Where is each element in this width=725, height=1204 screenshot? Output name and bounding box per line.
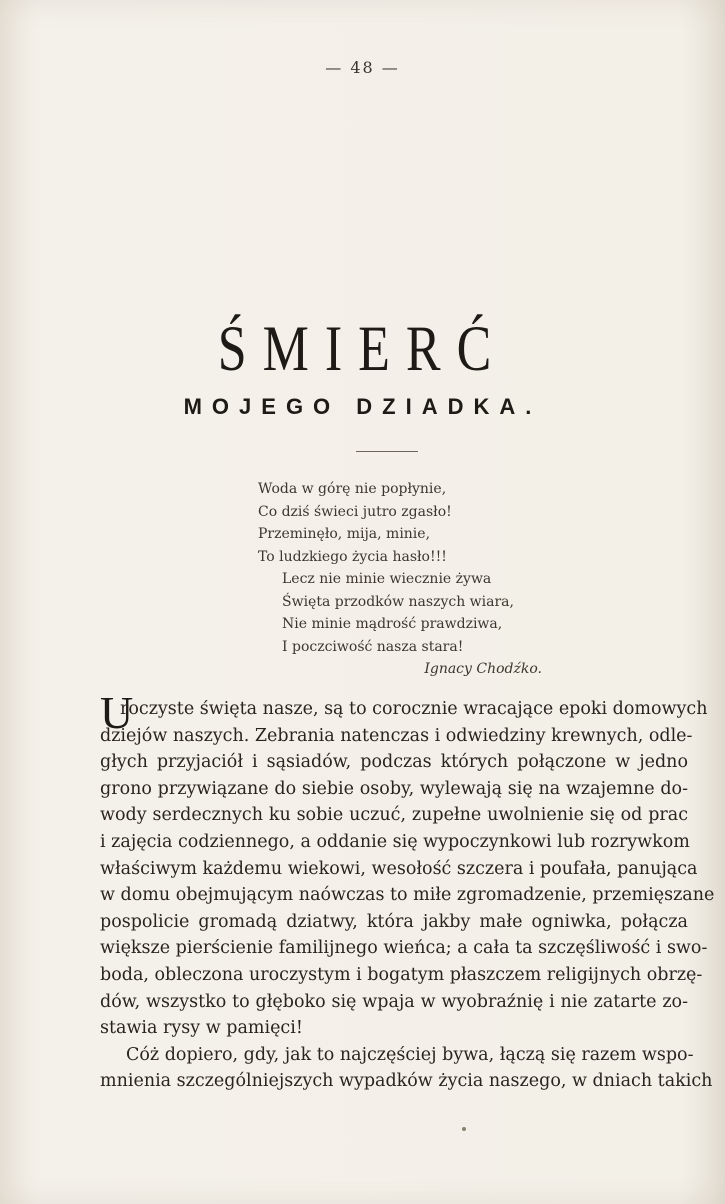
chapter-title: ŚMIERĆ (217, 313, 508, 386)
epigraph-line: Co dziś świeci jutro zgasło! (258, 503, 452, 520)
epigraph-line: Przeminęło, mija, minie, (258, 526, 431, 542)
text-line: i zajęcia codziennego, a oddanie się wypoczynkowi lub rozrywkom (100, 831, 690, 852)
text-line: dów, wszystko to głęboko się wpaja w wyobraźnię i nie zatarte zo- (100, 991, 688, 1012)
text-line: Cóż dopiero, gdy, jak to najczęściej bywa, łączą się razem wspo- (126, 1044, 694, 1065)
text-line: roczyste święta nasze, są to corocznie wracające epoki domowych (120, 699, 708, 719)
title-divider (356, 451, 418, 452)
text-line: głych przyjaciół i sąsiadów, podczas których połączone w jedno (100, 752, 688, 773)
epigraph-line: Nie minie mądrość prawdziwa, (282, 616, 503, 632)
page-number: — 48 — (325, 58, 400, 77)
text-line: właściwym każdemu wiekowi, wesołość szczera i poufała, panująca (100, 858, 698, 879)
text-line: mnienia szczególniejszych wypadków życia naszego, w dniach takich (100, 1071, 713, 1092)
epigraph-line: Lecz nie minie wiecznie żywa (282, 571, 492, 587)
epigraph-attribution: Ignacy Chodźko. (424, 661, 542, 677)
epigraph-line: To ludzkiego życia hasło!!! (258, 548, 447, 565)
text-line: większe pierścienie familijnego wieńca; a cała ta szczęśliwość i swo- (100, 938, 708, 959)
text-line: pospolicie gromadą dziatwy, która jakby małe ogniwka, połącza (100, 911, 688, 932)
text-line: w domu obejmującym naówczas to miłe zgromadzenie, przemięszane (100, 885, 715, 906)
text-line: wody serdecznych ku sobie uczuć, zupełne uwolnienie się od prac (100, 805, 688, 826)
text-line: grono przywiązane do siebie osoby, wylewają się na wzajemne do- (100, 778, 688, 799)
chapter-subtitle: MOJEGO DZIADKA. (183, 394, 542, 419)
epigraph-line: Święta przodków naszych wiara, (282, 593, 514, 610)
body-text (100, 696, 715, 1095)
epigraph (258, 478, 548, 681)
text-line: dziejów naszych. Zebrania natenczas i odwiedziny krewnych, odle- (100, 725, 693, 746)
epigraph-line: I poczciwość nasza stara! (282, 638, 464, 655)
text-line: stawia rysy w pamięci! (100, 1018, 303, 1039)
epigraph-line: Woda w górę nie popłynie, (258, 481, 447, 497)
drop-cap: U (100, 687, 134, 738)
text-line: boda, obleczona uroczystym i bogatym płaszczem religijnych obrzę- (100, 964, 703, 985)
paper-speck (462, 1127, 466, 1131)
